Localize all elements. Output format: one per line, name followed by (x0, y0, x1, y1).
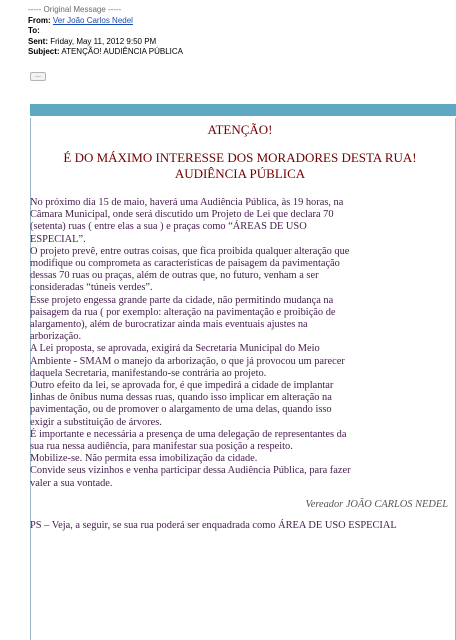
title-hearing: AUDIÊNCIA PÚBLICA (174, 166, 306, 181)
email-header (28, 5, 448, 58)
signature: Vereador JOÃO CARLOS NEDEL (305, 498, 448, 510)
sent-row (28, 37, 448, 48)
from-label: From: (28, 15, 51, 25)
sent-label: Sent: (28, 36, 48, 46)
subject-label: Subject: (28, 47, 60, 56)
original-message-label: ----- Original Message ----- (28, 5, 122, 14)
title-attention: ATENÇÃO! (207, 122, 273, 137)
to-label: To: (28, 26, 40, 35)
from-row (28, 16, 448, 27)
show-trimmed-content-button[interactable]: ... (30, 72, 46, 81)
from-link[interactable]: Ver João Carlos Nedel (52, 15, 133, 25)
sent-value: Friday, May 11, 2012 9:50 PM (50, 36, 157, 46)
subject-value: ATENÇÃO! AUDIÊNCIA PÚBLICA (61, 47, 184, 56)
subject-row (28, 47, 448, 58)
title-interest: É DO MÁXIMO INTERESSE DOS MORADORES DESTA RUA! (63, 150, 417, 165)
message-body (30, 120, 450, 532)
postscript: PS – Veja, a seguir, se sua rua poderá ser enquadrada como ÁREA DE USO ESPECIAL (30, 519, 397, 531)
message-top-band (30, 104, 456, 116)
message-paragraphs: No próximo dia 15 de maio, haverá uma Audiência Pública, às 19 horas, na Câmara Municipal, onde será discutido um Projeto de Lei que declara 70 (setenta) ruas ( entre elas a sua ) e praças como “ÁREAS DE USO ESPECIAL”. O projeto prevê, entre outras coisas, que fica proibida qualquer alteração que modifique ou comprometa as características de paisagem da pavimentação dessas 70 ruas ou praças, além de outras que, no futuro, venham a ser consideradas “túneis verdes”. Esse projeto engessa grande parte da cidade, não permitindo mudança na paisagem da rua ( por exemplo: alteração na pavimentação e proibição de alargamento), além de burocratizar ainda mais eventuais ajustes na arborização. A Lei proposta, se aprovada, exigirá da Secretaria Municipal do Meio Ambiente - SMAM o manejo da arborização, o que já provocou um parecer daquela Secretaria, manifestando-se contrária ao projeto. Outro efeito da lei, se aprovada for, é que impedirá a cidade de implantar linhas de ônibus numa dessas ruas, quando isso implicar em alteração na pavimentação, ou de promover o alargamento de uma delas, quando isso exigir a substituição de árvores. É importante e necessária a presença de uma delegação de representantes da sua rua nessa audiência, para manifestar sua posição a respeito. Mobilize-se. Não permita essa imobilização da cidade. Convide seus vizinhos e venha participar dessa Audiência Pública, para fazer valer a sua vontade. (30, 197, 351, 489)
to-row (28, 26, 448, 37)
